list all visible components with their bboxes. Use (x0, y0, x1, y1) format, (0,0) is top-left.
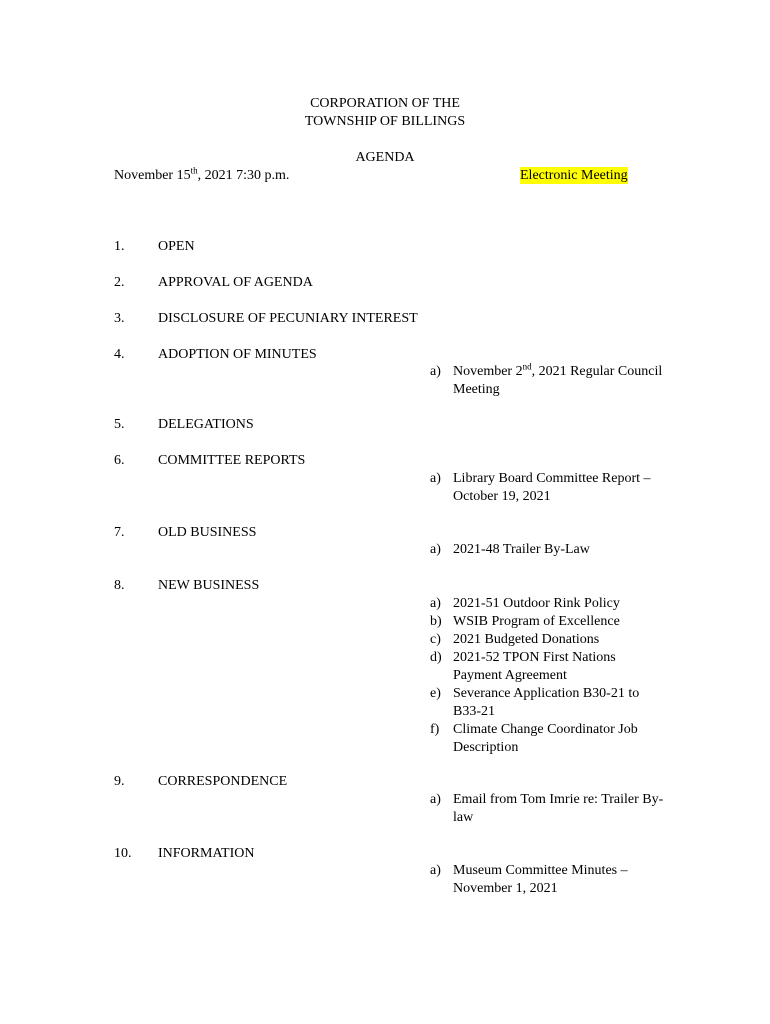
sub-item-letter: f) (430, 722, 440, 737)
sub-item (430, 649, 670, 685)
item-title-old-business: OLD BUSINESS (158, 525, 257, 540)
meeting-type: Electronic Meeting (520, 168, 628, 183)
sub-item-text: 2021-48 Trailer By-Law (453, 542, 590, 557)
item-number: 6. (114, 453, 125, 468)
item-title-approval: APPROVAL OF AGENDA (158, 275, 313, 290)
item-title-new-business: NEW BUSINESS (158, 578, 260, 593)
sub-item-list (430, 791, 670, 827)
sub-item (430, 685, 670, 721)
item-title-disclosure: DISCLOSURE OF PECUNIARY INTEREST (158, 311, 418, 326)
org-name-line1: CORPORATION OF THE (310, 96, 460, 111)
sub-item-letter: a) (430, 792, 441, 807)
item-title-information: INFORMATION (158, 846, 255, 861)
sub-item-text: Museum Committee Minutes – November 1, 2021 (453, 863, 628, 896)
sub-item-list (430, 862, 670, 898)
sub-item-letter: a) (430, 471, 441, 486)
sub-item-letter: d) (430, 650, 442, 665)
sub-item-text: WSIB Program of Excellence (453, 614, 620, 629)
sub-item (430, 631, 670, 649)
sub-item-list (430, 541, 670, 559)
sub-item-letter: b) (430, 614, 442, 629)
document-title: AGENDA (355, 150, 415, 165)
sub-item-text: 2021-52 TPON First Nations Payment Agreement (453, 650, 616, 683)
sub-item (430, 721, 670, 757)
sub-item-text: Climate Change Coordinator Job Description (453, 722, 638, 755)
sub-item-list (430, 595, 670, 757)
item-title-correspondence: CORRESPONDENCE (158, 774, 288, 789)
sub-item-list (430, 470, 670, 506)
sub-item (430, 862, 670, 898)
sub-item-letter: e) (430, 686, 441, 701)
sub-item (430, 791, 670, 827)
sub-item-letter: a) (430, 542, 441, 557)
sub-item-letter: c) (430, 632, 441, 647)
meeting-date: November 15th, 2021 7:30 p.m. (114, 165, 290, 183)
sub-item (430, 541, 670, 559)
item-title-open: OPEN (158, 239, 195, 254)
org-name-line2: TOWNSHIP OF BILLINGS (304, 114, 466, 129)
sub-item (430, 470, 670, 506)
item-number: 2. (114, 275, 125, 290)
sub-item-text: Severance Application B30-21 to B33-21 (453, 686, 640, 719)
sub-item-text: Library Board Committee Report – October 19, 2021 (453, 471, 651, 504)
sub-item (430, 363, 670, 399)
sub-item-letter: a) (430, 863, 441, 878)
sub-item-letter: a) (430, 596, 441, 611)
item-number: 1. (114, 239, 125, 254)
sub-item (430, 613, 670, 631)
sub-item-text: Email from Tom Imrie re: Trailer By-law (453, 792, 664, 825)
sub-item-text: 2021 Budgeted Donations (453, 632, 600, 647)
item-number: 10. (114, 846, 132, 861)
sub-item-text: November 2nd, 2021 Regular Council Meeting (453, 361, 663, 397)
item-number: 7. (114, 525, 125, 540)
item-number: 9. (114, 774, 125, 789)
item-number: 3. (114, 311, 125, 326)
item-title-minutes: ADOPTION OF MINUTES (158, 347, 317, 362)
sub-item-text: 2021-51 Outdoor Rink Policy (453, 596, 620, 611)
item-title-committee: COMMITTEE REPORTS (158, 453, 306, 468)
sub-item (430, 595, 670, 613)
item-number: 4. (114, 347, 125, 362)
sub-item-list (430, 363, 670, 399)
item-number: 8. (114, 578, 125, 593)
item-title-delegations: DELEGATIONS (158, 417, 254, 432)
item-number: 5. (114, 417, 125, 432)
sub-item-letter: a) (430, 364, 441, 379)
